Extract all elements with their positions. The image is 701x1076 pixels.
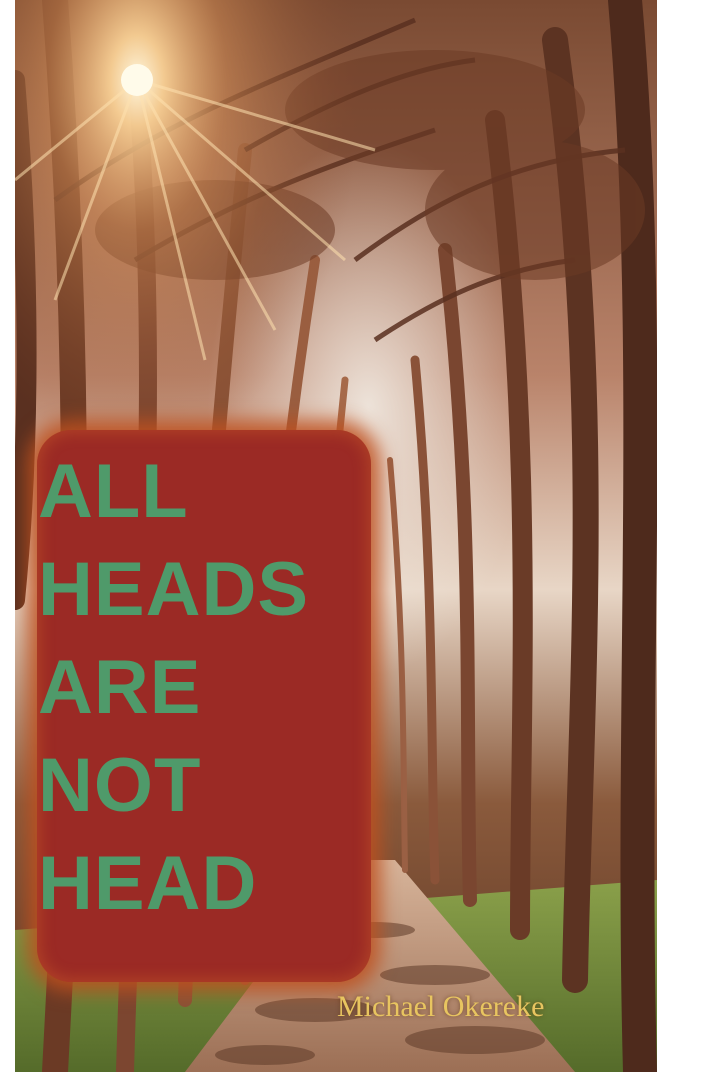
title-line-5: HEAD	[38, 841, 258, 926]
title-line-1: ALL	[38, 449, 189, 534]
title-line-3: ARE	[38, 645, 202, 730]
title-line-2: HEADS	[38, 547, 310, 632]
author-name: Michael Okereke	[337, 990, 545, 1023]
title-line-4: NOT	[38, 743, 202, 828]
